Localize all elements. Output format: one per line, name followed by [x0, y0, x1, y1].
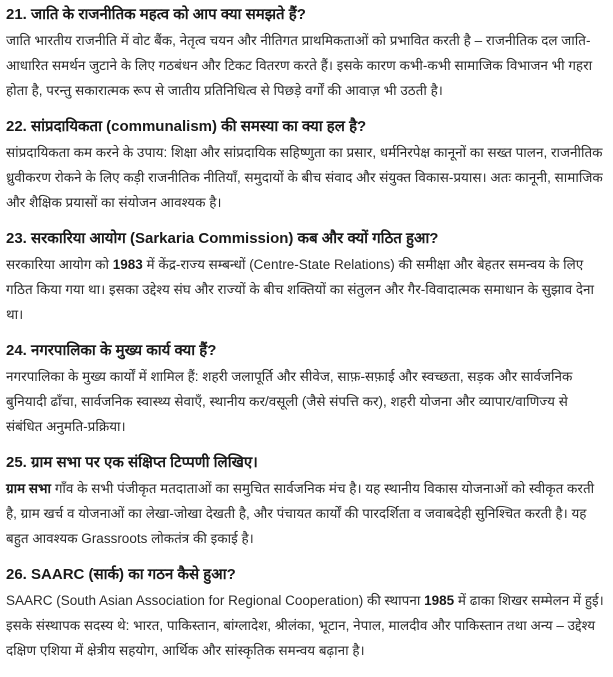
answer-segment: जाति भारतीय राजनीति में वोट बैंक, नेतृत्व चयन और नीतिगत प्राथमिकताओं को प्रभावित करती है – राजनीतिक दल जाति-आधारित समर्थन जुटाने के लिए गठबंधन और टिकट वितरण करते हैं। इसके कारण कभी-कभी सामाजिक विभाजन भी गहरा होता है, परन्तु सकारात्मक रूप से जातीय प्रतिनिधित्व से पिछड़े वर्गों की आवाज़ भी उठती है।	[6, 33, 593, 98]
answer-text	[6, 588, 607, 663]
answer-segment: में ढाका शिखर सम्मेलन में हुई। इसके संस्थापक सदस्य थे: भारत, पाकिस्तान, बांग्लादेश, श्रीलंका, भूटान, नेपाल, मालदीव और पाकिस्तान तथा अन्य – उद्देश्य दक्षिण एशिया में क्षेत्रीय सहयोग, आर्थिक और सांस्कृतिक समन्वय बढ़ाना है।	[6, 593, 604, 658]
question-heading: 24. नगरपालिका के मुख्य कार्य क्या हैं?	[6, 342, 217, 359]
answer-segment: नगरपालिका के मुख्य कार्यों में शामिल हैं: शहरी जलापूर्ति और सीवेज, साफ़-सफ़ाई और स्वच्छता, सड़क और सार्वजनिक बुनियादी ढाँचा, सार्वजनिक स्वास्थ्य सेवाएँ, स्थानीय कर/वसूली (जैसे संपत्ति कर), शहरी योजना और व्यापार/वाणिज्य से संबंधित अनुमति-प्रक्रिया।	[6, 369, 573, 434]
question-heading: 22. सांप्रदायिकता (communalism) की समस्या का क्या हल है?	[6, 118, 367, 135]
answer-segment: गाँव के सभी पंजीकृत मतदाताओं का समुचित सार्वजनिक मंच है। यह स्थानीय विकास योजनाओं को स्वीकृत करती है, ग्राम खर्च व योजनाओं का लेखा-जोखा देखती है, और पंचायत कार्यों की पारदर्शिता व जवाबदेही सुनिश्चित करती है। यह बहुत आवश्यक Grassroots लोकतंत्र की इकाई है।	[6, 481, 595, 546]
question-heading: 21. जाति के राजनीतिक महत्व को आप क्या समझते हैं?	[6, 6, 306, 23]
answer-segment: में केंद्र-राज्य सम्बन्धों (Centre-State Relations) की समीक्षा और बेहतर समन्वय के लिए गठित किया गया था। इसका उद्देश्य संघ और राज्यों के बीच शक्तियों का संतुलन और गैर-विवादात्मक समाधान के सुझाव देना था।	[6, 257, 594, 322]
answer-segment: सांप्रदायिकता कम करने के उपाय: शिक्षा और सांप्रदायिक सहिष्णुता का प्रसार, धर्मनिरपेक्ष कानूनों का सख्त पालन, राजनीतिक ध्रुवीकरण रोकने के लिए कड़ी राजनीतिक नीतियाँ, समुदायों के बीच संवाद और संयुक्त विकास-प्रयास। अतः कानूनी, सामाजिक और शैक्षिक प्रयासों का संयोजन आवश्यक है।	[6, 145, 603, 210]
bold-term: 1983	[112, 257, 143, 272]
qa-item	[6, 564, 607, 663]
qa-item	[6, 116, 607, 215]
qa-item	[6, 228, 607, 327]
qa-item	[6, 452, 607, 551]
answer-text	[6, 140, 607, 215]
qa-item	[6, 4, 607, 103]
answer-segment: सरकारिया आयोग को	[6, 257, 113, 272]
question-heading: 26. SAARC (सार्क) का गठन कैसे हुआ?	[6, 566, 236, 583]
answer-text	[6, 476, 607, 551]
answer-text	[6, 364, 607, 439]
answer-text	[6, 252, 607, 327]
question-heading: 23. सरकारिया आयोग (Sarkaria Commission) कब और क्यों गठित हुआ?	[6, 230, 439, 247]
answer-segment: SAARC (South Asian Association for Regional Cooperation) की स्थापना	[6, 593, 425, 608]
bold-term: ग्राम सभा	[6, 481, 52, 496]
answer-text	[6, 28, 607, 103]
question-heading: 25. ग्राम सभा पर एक संक्षिप्त टिप्पणी लिखिए।	[6, 454, 258, 471]
qa-item	[6, 340, 607, 439]
bold-term: 1985	[424, 593, 455, 608]
